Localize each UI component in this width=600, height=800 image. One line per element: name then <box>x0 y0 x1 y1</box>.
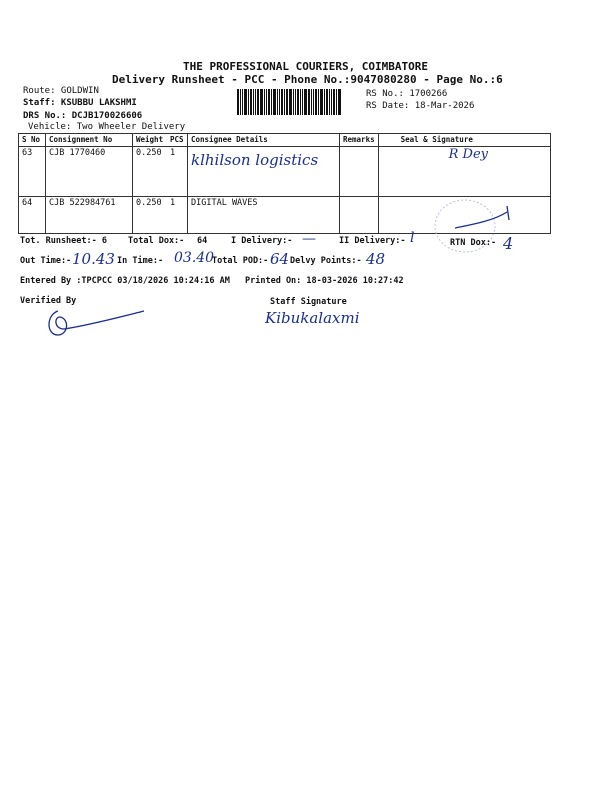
runsheet-subtitle: Delivery Runsheet - PCC - Phone No.:9047080280 - Page No.:6 <box>112 73 503 86</box>
route-label: Route: GOLDWIN <box>23 86 99 96</box>
verifier-signature <box>40 305 150 341</box>
row-remarks <box>340 197 379 234</box>
i-delivery-value: — <box>302 231 316 247</box>
row-pcs: 1 <box>167 197 188 234</box>
company-title: THE PROFESSIONAL COURIERS, COIMBATORE <box>183 60 429 73</box>
total-pod-value: 64 <box>270 250 290 268</box>
col-seal: Seal & Signature <box>378 134 550 147</box>
rs-number: RS No.: 1700266 <box>366 89 448 99</box>
row-seal-signature: R Dey <box>378 147 550 197</box>
staff-signature-label: Staff Signature <box>270 297 347 307</box>
row-sno: 64 <box>19 197 46 234</box>
total-pod-label: Total POD:- <box>212 256 269 266</box>
total-runsheet: Tot. Runsheet:- 6 <box>20 236 107 246</box>
vehicle-label: Vehicle: Two Wheeler Delivery <box>28 122 186 132</box>
row-consignment: CJB 1770460 <box>46 147 133 197</box>
seal-stamp <box>425 194 525 264</box>
staff-label: Staff: KSUBBU LAKSHMI <box>23 98 137 108</box>
ii-delivery-label: II Delivery:- <box>339 236 406 246</box>
total-dox-label: Total Dox:- <box>128 236 185 246</box>
row-consignee-handwritten: klhilson logistics <box>188 147 340 197</box>
row-remarks <box>340 147 379 197</box>
in-time-value: 03.40 <box>174 250 215 266</box>
table-row <box>19 147 551 197</box>
rtn-dox-label: RTN Dox:- <box>450 238 497 248</box>
barcode <box>237 89 363 115</box>
col-sno: S No <box>19 134 46 147</box>
col-consignee: Consignee Details <box>188 134 340 147</box>
out-time-label: Out Time:- <box>20 256 72 266</box>
row-consignee: DIGITAL WAVES <box>188 197 340 234</box>
col-consignment: Consignment No <box>46 134 133 147</box>
row-sno: 63 <box>19 147 46 197</box>
row-consignment: CJB 522984761 <box>46 197 133 234</box>
row-weight: 0.250 <box>133 197 168 234</box>
entered-by: Entered By :TPCPCC 03/18/2026 10:24:16 AM <box>20 276 230 286</box>
col-remarks: Remarks <box>340 134 379 147</box>
printed-on: Printed On: 18-03-2026 10:27:42 <box>245 276 404 286</box>
table-header-row <box>19 134 551 147</box>
col-pcs: PCS <box>167 134 188 147</box>
total-dox-value: 64 <box>197 236 208 246</box>
in-time-label: In Time:- <box>117 256 164 266</box>
drs-label: DRS No.: DCJB170026606 <box>23 111 143 121</box>
verified-by-label: Verified By <box>20 296 77 306</box>
delvy-points-value: 48 <box>366 250 386 268</box>
row-weight: 0.250 <box>133 147 168 197</box>
staff-signature-handwritten: Kibukalaxmi <box>265 309 360 327</box>
rs-date: RS Date: 18-Mar-2026 <box>366 101 475 111</box>
out-time-value: 10.43 <box>72 250 115 268</box>
delvy-points-label: Delvy Points:- <box>290 256 362 266</box>
col-weight: Weight <box>133 134 168 147</box>
rtn-dox-value: 4 <box>503 234 514 253</box>
ii-delivery-value: l <box>410 230 415 246</box>
i-delivery-label: I Delivery:- <box>231 236 293 246</box>
row-pcs: 1 <box>167 147 188 197</box>
